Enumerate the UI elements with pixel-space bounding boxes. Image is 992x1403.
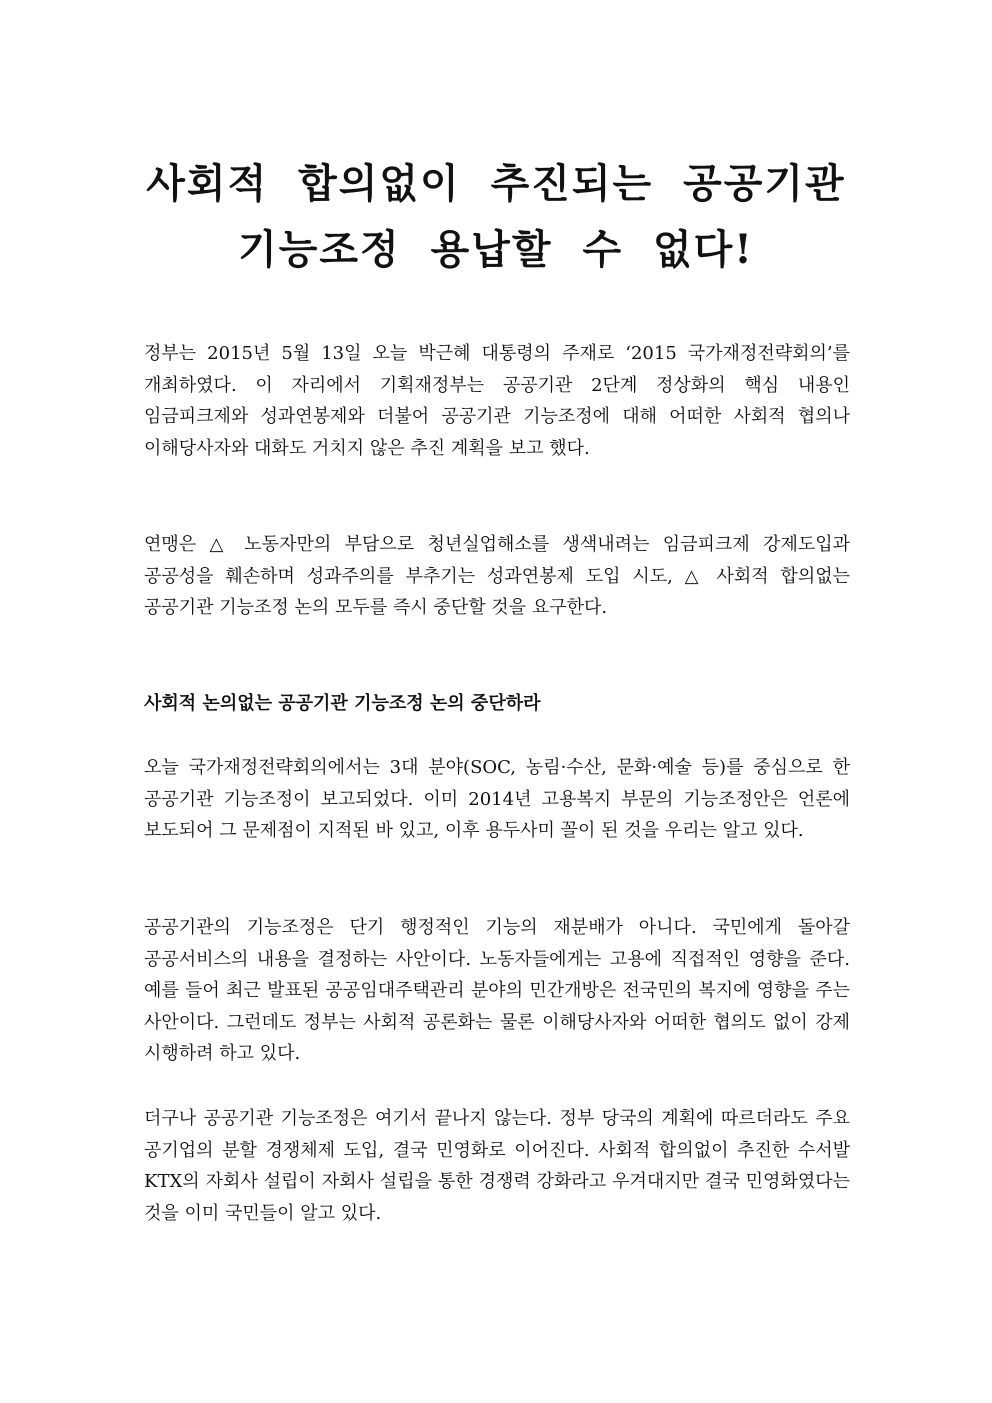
paragraph-2: 연맹은 △ 노동자만의 부담으로 청년실업해소를 생색내려는 임금피크제 강제도입과 공공성을 훼손하며 성과주의를 부추기는 성과연봉제 도입 시도, △ 사회적 합의없는 공공기관 기능조정 논의 모두를 즉시 중단할 것을 요구한다. (144, 534, 850, 618)
paragraph-5: 더구나 공공기관 기능조정은 여기서 끝나지 않는다. 정부 당국의 계획에 따르더라도 주요 공기업의 분할 경쟁체제 도입, 결국 민영화로 이어진다. 사회적 합의없이 추진한 수서발 KTX의 자회사 설립이 자회사 설립을 통한 경쟁력 강화라고 우겨대지만 결국 민영화였다는 것을 이미 국민들이 알고 있다. (144, 1108, 850, 1224)
title-line-2: 기능조정 용납할 수 없다! (238, 226, 754, 273)
paragraph-3: 오늘 국가재정전략회의에서는 3대 분야(SOC, 농림·수산, 문화·예술 등)를 중심으로 한 공공기관 기능조정이 보고되었다. 이미 2014년 고용복지 부문의 기능조정안은 언론에 보도되어 그 문제점이 지적된 바 있고, 이후 용두사미 꼴이 된 것을 우리는 알고 있다. (144, 757, 850, 841)
section-heading: 사회적 논의없는 공공기관 기능조정 논의 중단하라 (144, 693, 541, 714)
paragraph-4: 공공기관의 기능조정은 단기 행정적인 기능의 재분배가 아니다. 국민에게 돌아갈 공공서비스의 내용을 결정하는 사안이다. 노동자들에게는 고용에 직접적인 영향을 준다. 예를 들어 최근 발표된 공공임대주택관리 분야의 민간개방은 전국민의 복지에 영향을 주는 사안이다. 그런데도 정부는 사회적 공론화는 물론 이해당사자와 어떠한 협의도 없이 강제 시행하려 하고 있다. (144, 917, 850, 1064)
title-line-1: 사회적 합의없이 추진되는 공공기관 (146, 160, 846, 207)
paragraph-1: 정부는 2015년 5월 13일 오늘 박근혜 대통령의 주재로 ‘2015 국가재정전략회의’를 개최하였다. 이 자리에서 기획재정부는 공공기관 2단계 정상화의 핵심 내용인 임금피크제와 성과연봉제와 더불어 공공기관 기능조정에 대해 어떠한 사회적 협의나 이해당사자와 대화도 거치지 않은 추진 계획을 보고 했다. (144, 343, 850, 459)
